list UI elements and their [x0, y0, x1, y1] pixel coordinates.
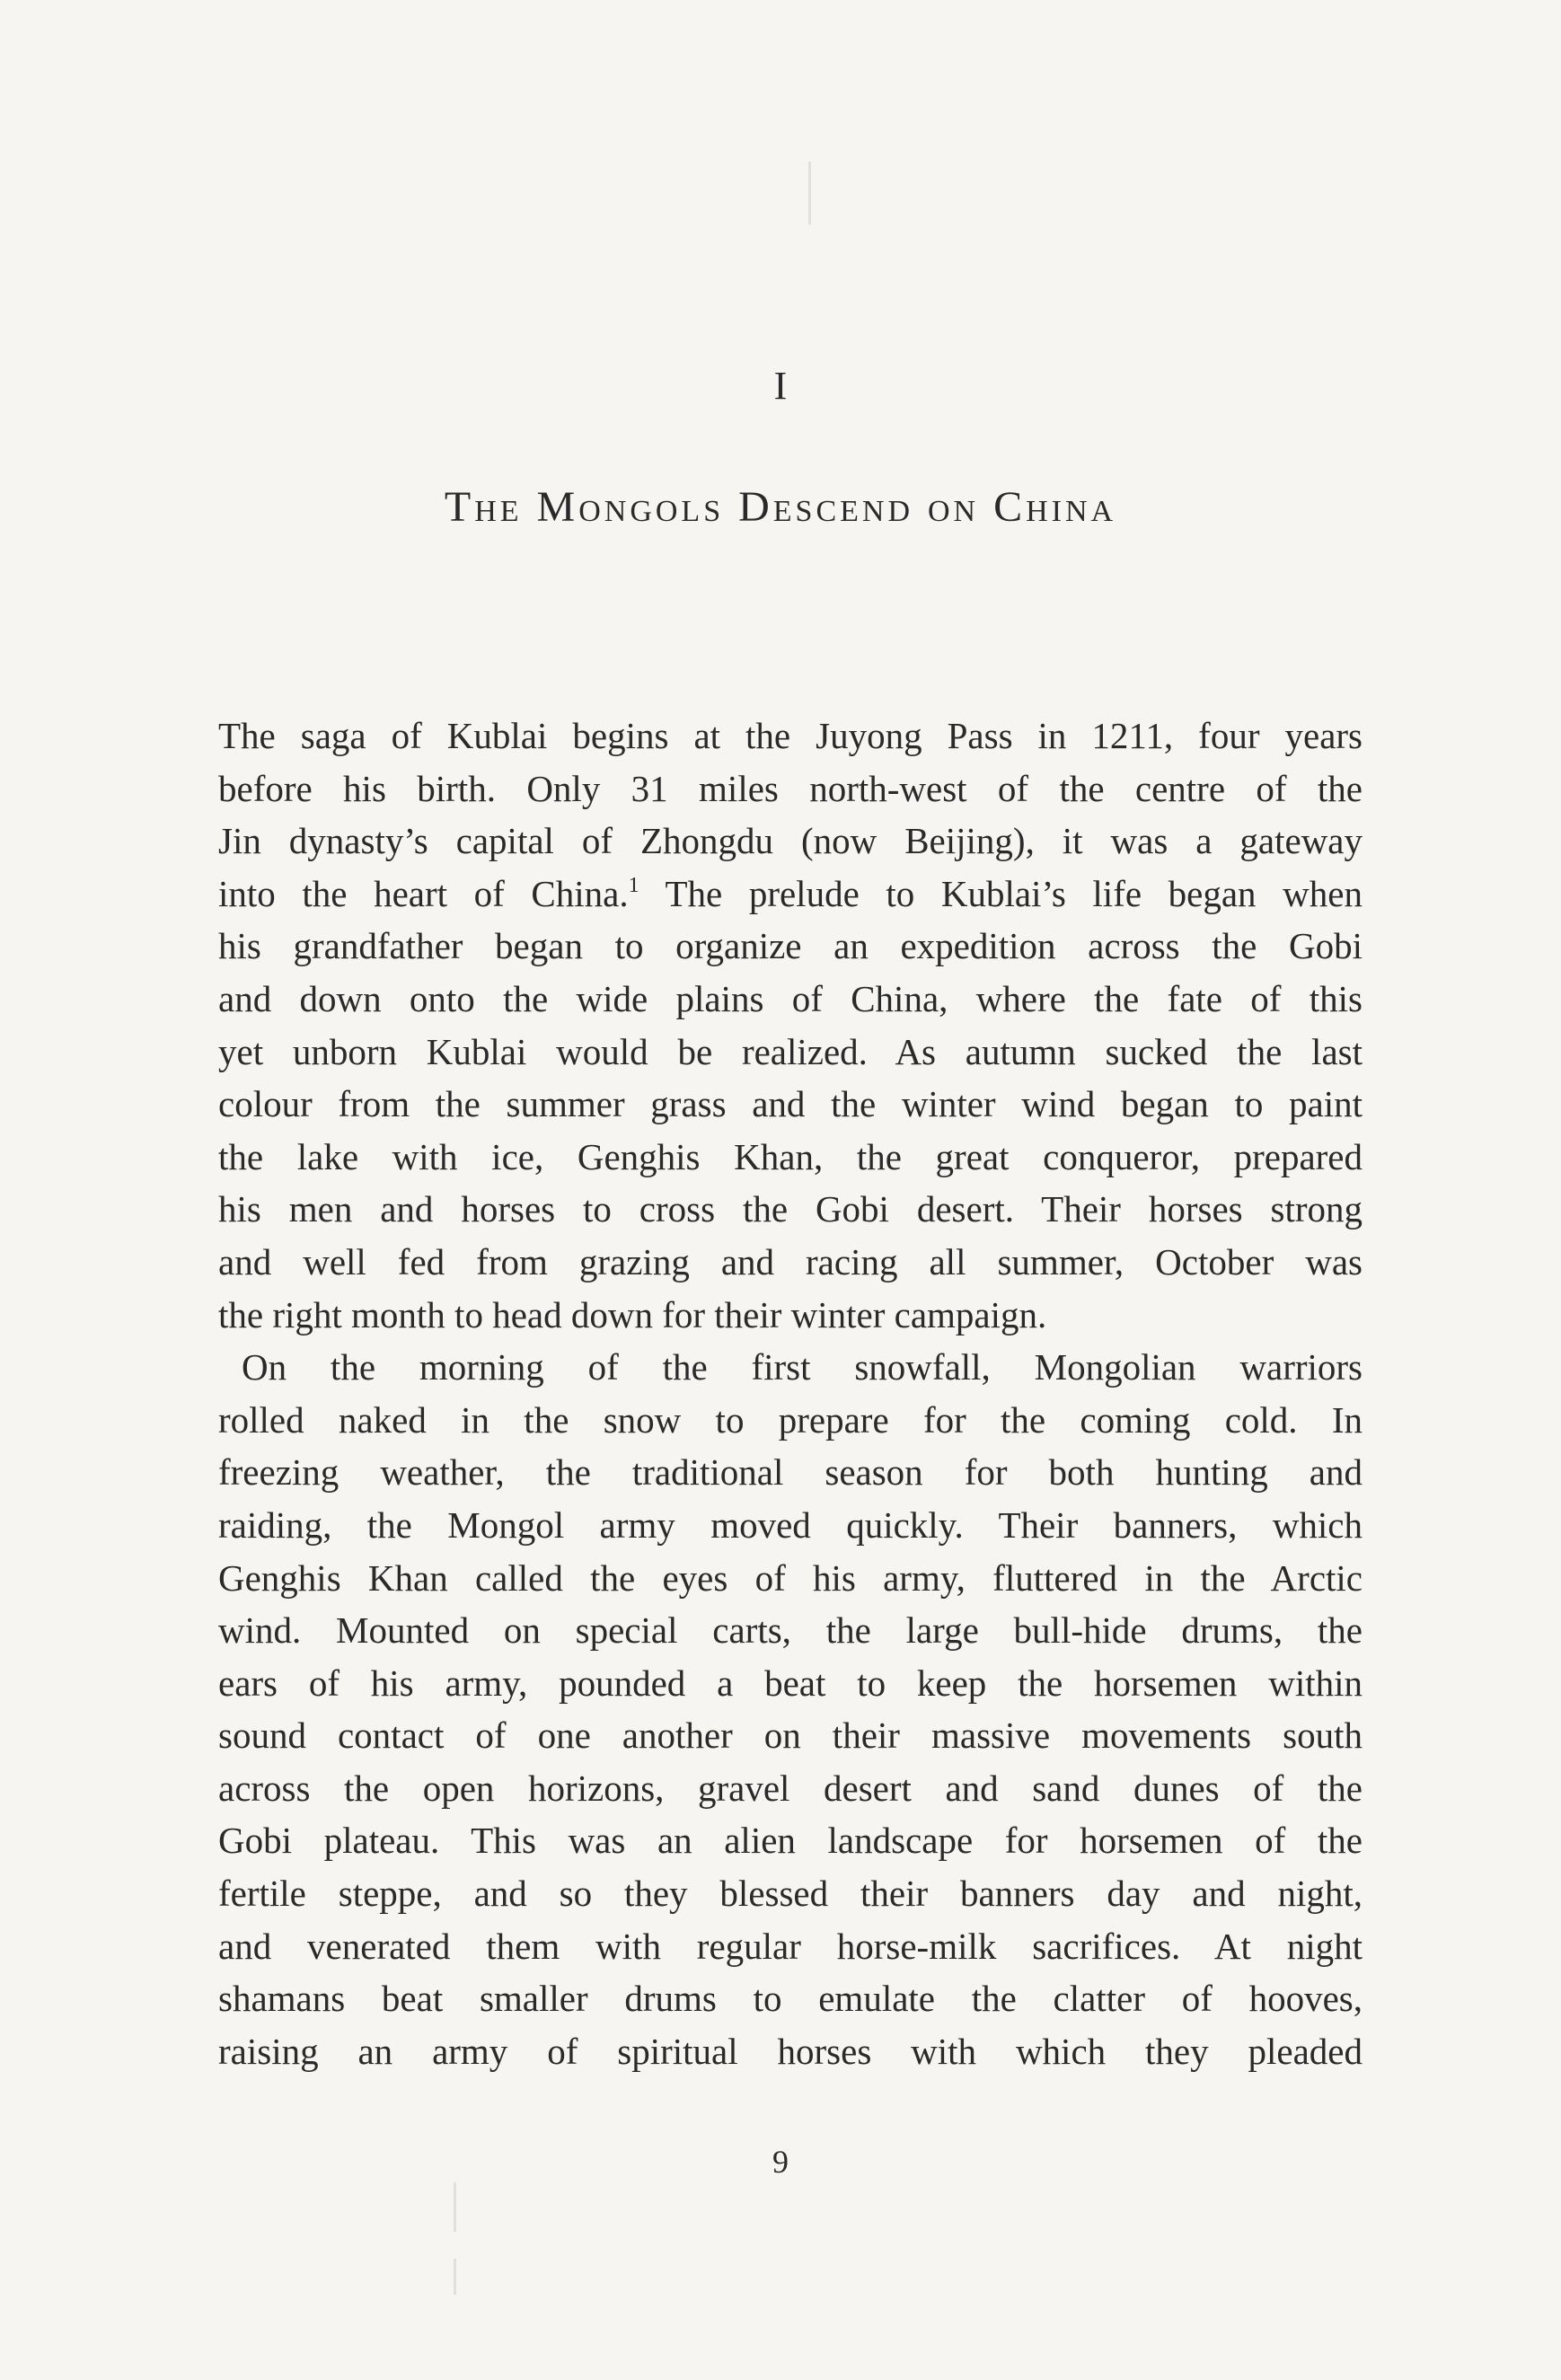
text-line: and well fed from grazing and racing all summer, October was: [218, 1240, 1363, 1283]
text-line: shamans beat smaller drums to emulate the clatter of hooves,: [218, 1978, 1363, 2020]
text-line: freezing weather, the traditional season for both hunting and: [218, 1451, 1363, 1494]
chapter-body: [218, 710, 1363, 2077]
text-line: On the morning of the first snowfall, Mongolian warriors: [242, 1346, 1363, 1388]
text-line: ears of his army, pounded a beat to keep the horsemen within: [218, 1662, 1363, 1704]
text-line: Jin dynasty’s capital of Zhongdu (now Beijing), it was a gateway: [218, 820, 1363, 862]
text-line: raising an army of spiritual horses with which they pleaded: [218, 2030, 1363, 2072]
text-line: Gobi plateau. This was an alien landscape for horsemen of the: [218, 1820, 1363, 1862]
text-line: The saga of Kublai begins at the Juyong Pass in 1211, four years: [218, 715, 1363, 756]
text-line: sound contact of one another on their massive movements south: [218, 1714, 1363, 1757]
text-line-with-footnote: [218, 868, 1363, 921]
text-line: Genghis Khan called the eyes of his army, fluttered in the Arctic: [218, 1556, 1363, 1599]
text-line: and down onto the wide plains of China, where the fate of this: [218, 977, 1363, 1019]
text-line: yet unborn Kublai would be realized. As autumn sucked the last: [218, 1030, 1363, 1072]
page-number: 9: [772, 2144, 789, 2180]
text-line: the right month to head down for their winter campaign.: [218, 1293, 1047, 1335]
text-line: across the open horizons, gravel desert and sand dunes of the: [218, 1767, 1363, 1809]
text-line: the lake with ice, Genghis Khan, the great conqueror, prepared: [218, 1135, 1363, 1177]
text-line: his grandfather began to organize an expedition across the Gobi: [218, 925, 1363, 967]
scan-mark: [454, 2259, 456, 2295]
chapter-number: I: [773, 364, 788, 408]
text-line: before his birth. Only 31 miles north-west of the centre of the: [218, 767, 1363, 809]
scan-mark: [808, 162, 811, 225]
text-line: colour from the summer grass and the winter wind began to paint: [218, 1083, 1363, 1125]
text-line: wind. Mounted on special carts, the large bull-hide drums, the: [218, 1609, 1363, 1652]
footnote-reference[interactable]: 1: [628, 873, 639, 897]
text-line: and venerated them with regular horse-milk sacrifices. At night: [218, 1925, 1363, 1967]
text-line: fertile steppe, and so they blessed their banners day and night,: [218, 1873, 1363, 1915]
text-line: rolled naked in the snow to prepare for the coming cold. In: [218, 1398, 1363, 1441]
chapter-title: The Mongols Descend on China: [444, 483, 1117, 531]
text-fragment: into the heart of China.: [218, 872, 629, 914]
text-line: his men and horses to cross the Gobi desert. Their horses strong: [218, 1188, 1363, 1230]
scan-mark: [454, 2182, 456, 2232]
text-fragment: The prelude to Kublai’s life began when: [665, 872, 1363, 914]
text-line: raiding, the Mongol army moved quickly. Their banners, which: [218, 1503, 1363, 1546]
